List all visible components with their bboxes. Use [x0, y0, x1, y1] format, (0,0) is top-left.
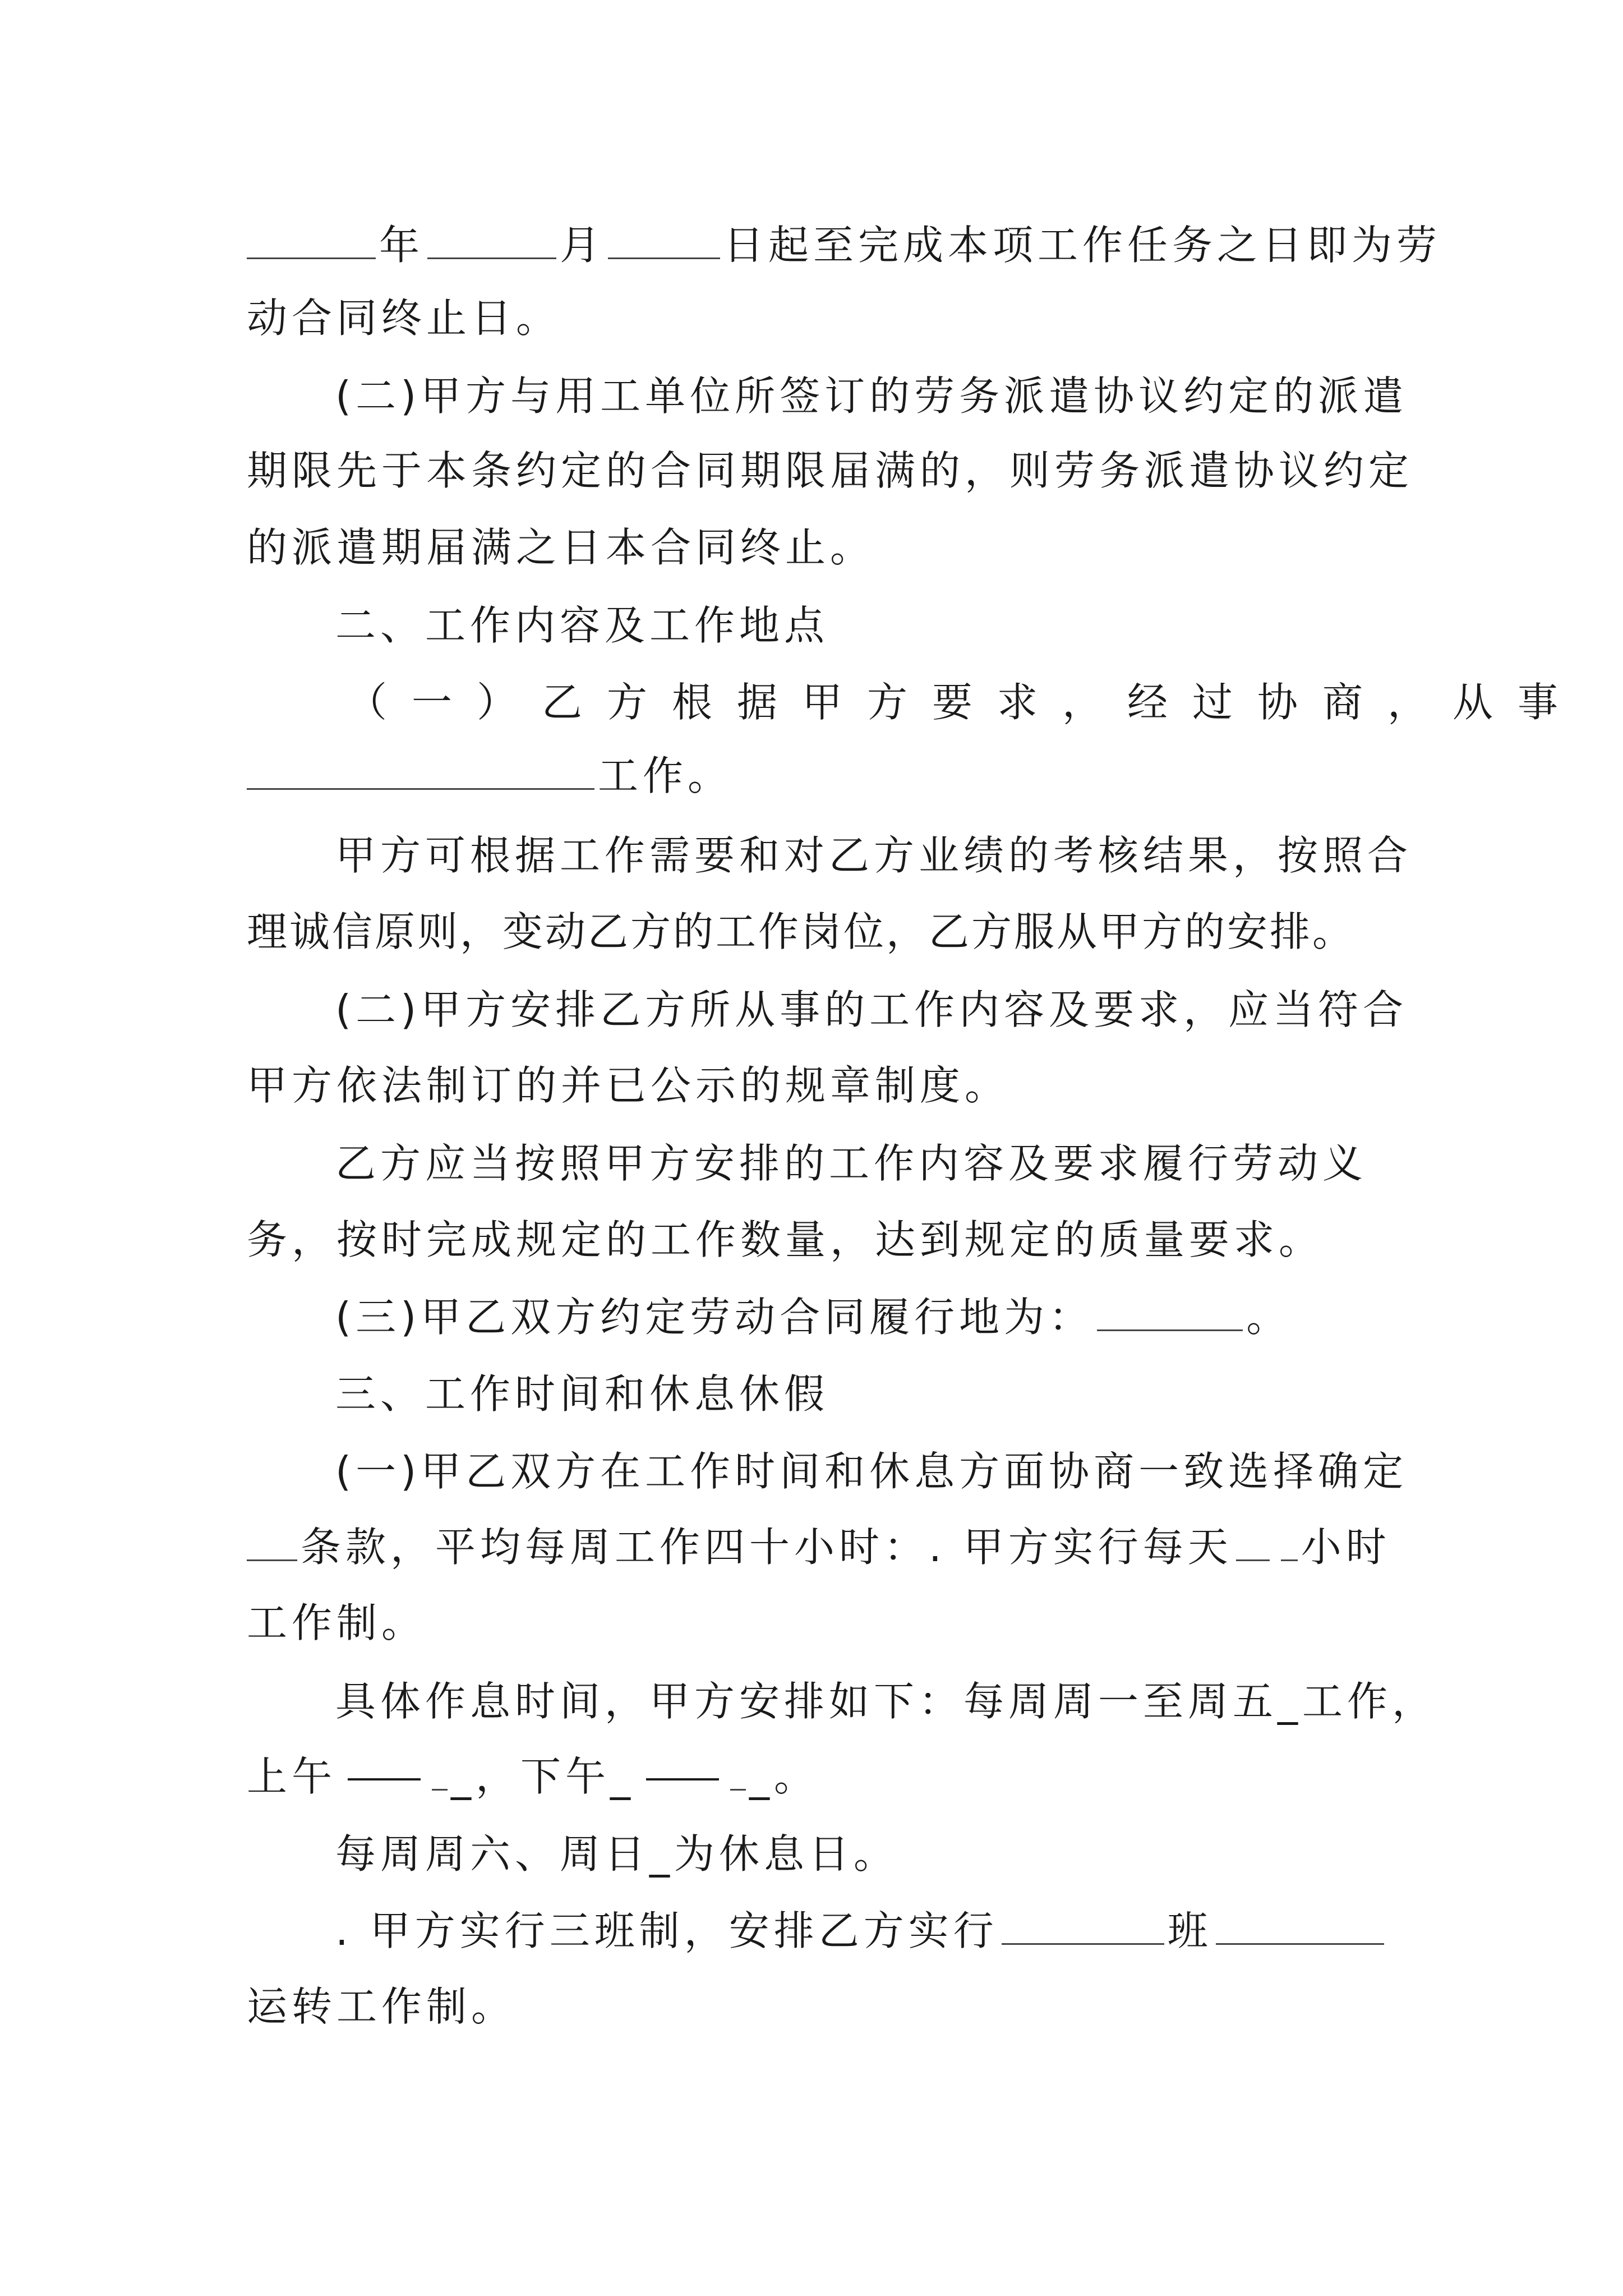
- text-segment: 上午: [247, 1753, 337, 1800]
- text-line: 甲方依法制订的并已公示的规章制度。: [247, 1062, 1010, 1109]
- blank-field: [247, 1526, 297, 1561]
- blank-field: [1281, 1526, 1298, 1561]
- text-line: [335, 1281, 1385, 1354]
- blank-field: [427, 224, 556, 259]
- text-line: （一）乙方根据甲方要求，经过协商，从事: [347, 679, 1583, 726]
- text-segment: . 甲方实行三班制，安排乙方实行: [335, 1907, 998, 1954]
- blank-field: [1002, 1910, 1164, 1945]
- text-line: 具体作息时间，甲方安排如下：每周周一至周五_工作，: [335, 1678, 1437, 1725]
- dash-separator: [646, 1778, 719, 1780]
- text-line: [247, 209, 1442, 282]
- text-line: [247, 739, 1385, 812]
- text-line: 动合同终止日。: [247, 295, 561, 342]
- blank-field: [247, 224, 376, 259]
- text-segment: 小时: [1301, 1524, 1391, 1571]
- text-line: (一)甲乙双方在工作时间和休息方面协商一致选择确定: [335, 1448, 1408, 1495]
- text-segment: _。: [749, 1753, 819, 1800]
- dash-separator: [348, 1778, 421, 1780]
- blank-field: [432, 1755, 448, 1791]
- text-segment: 日起至完成本项工作任务之日即为劳: [723, 222, 1442, 269]
- text-line: 理诚信原则，变动乙方的工作岗位，乙方服从甲方的安排。: [247, 908, 1355, 955]
- blank-field: [608, 224, 720, 259]
- section-heading: 二、工作内容及工作地点: [335, 602, 829, 649]
- text-line: 工作制。: [247, 1599, 427, 1646]
- blank-field: [1216, 1910, 1384, 1945]
- text-line: [247, 1740, 1385, 1813]
- blank-field: [247, 754, 594, 790]
- blank-field: [730, 1755, 746, 1791]
- text-line: 的派遣期届满之日本合同终止。: [247, 524, 875, 571]
- text-line: 期限先于本条约定的合同期限届满的，则劳务派遣协议约定: [247, 447, 1414, 494]
- blank-field: [1097, 1296, 1243, 1331]
- text-line: 每周周六、周日_为休息日。: [335, 1830, 899, 1878]
- text-segment: (三)甲乙双方约定劳动合同履行地为：: [335, 1294, 1094, 1341]
- text-segment: 月: [560, 222, 605, 269]
- text-line: 甲方可根据工作需要和对乙方业绩的考核结果，按照合: [335, 832, 1413, 879]
- text-line: [247, 1511, 1391, 1584]
- text-line: (二)甲方安排乙方所从事的工作内容及要求，应当符合: [335, 986, 1408, 1033]
- text-segment: 年: [379, 222, 425, 269]
- text-segment: 条款，平均每周工作四十小时：. 甲方实行每天: [301, 1524, 1233, 1571]
- section-heading: 三、工作时间和休息休假: [335, 1370, 829, 1418]
- text-segment: _，下午_: [451, 1753, 635, 1800]
- blank-field: [1236, 1526, 1270, 1561]
- text-line: [335, 1894, 1385, 1967]
- text-line: 乙方应当按照甲方安排的工作内容及要求履行劳动义: [335, 1140, 1368, 1187]
- text-segment: 班: [1167, 1907, 1212, 1954]
- text-segment: 工作。: [598, 752, 733, 799]
- text-line: (二)甲方与用工单位所签订的劳务派遣协议约定的派遣: [335, 372, 1408, 420]
- text-segment: 。: [1246, 1294, 1292, 1341]
- text-line: 务，按时完成规定的工作数量，达到规定的质量要求。: [247, 1216, 1324, 1263]
- text-line: 运转工作制。: [247, 1983, 517, 2030]
